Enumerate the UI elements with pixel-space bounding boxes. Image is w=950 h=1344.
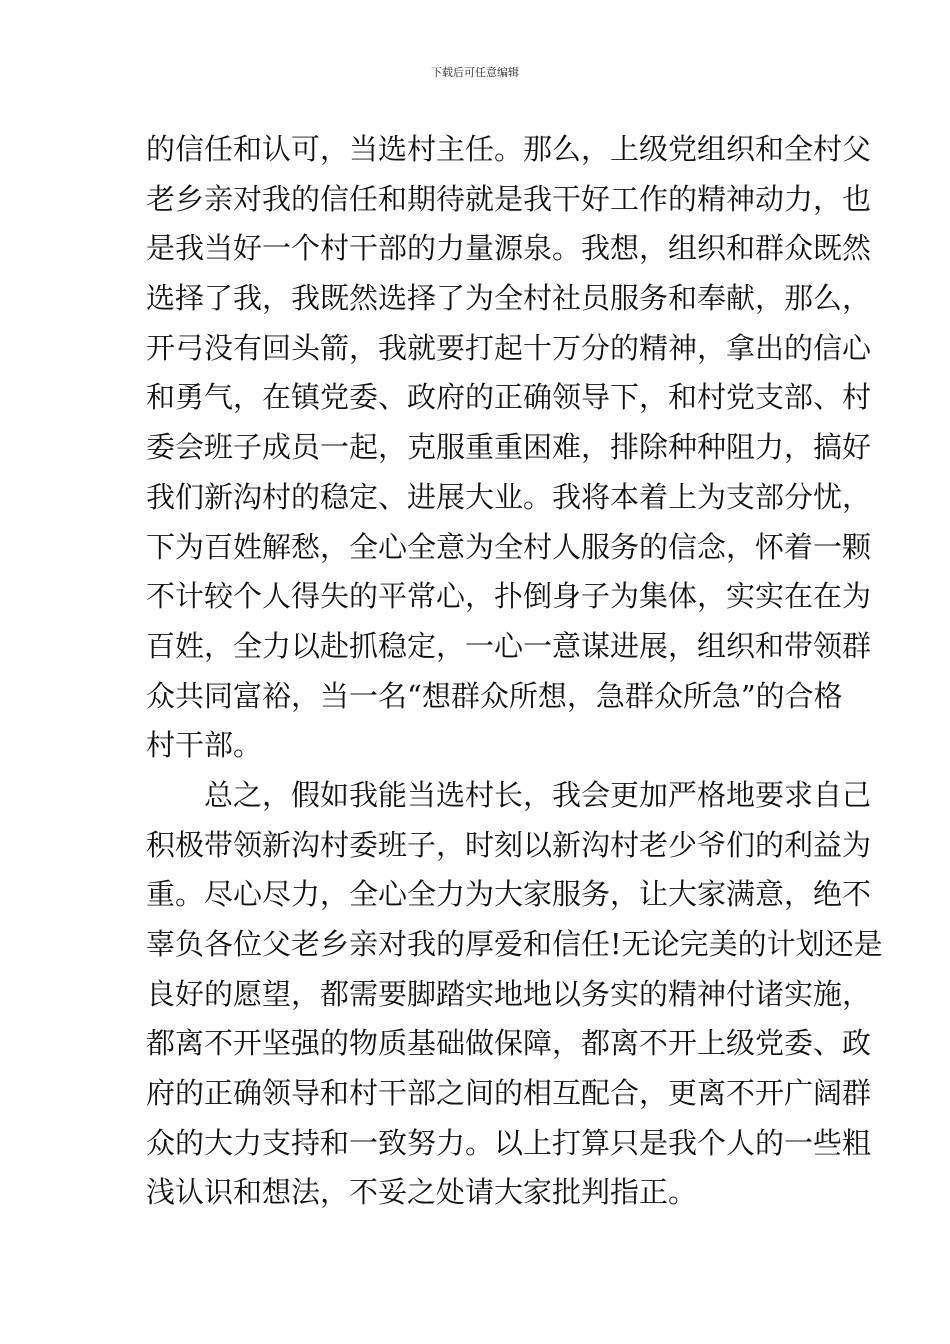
text-line: 是我当好一个村干部的力量源泉。我想，组织和群众既然	[146, 231, 872, 266]
text-line: 委会班子成员一起，克服重重困难，排除种种阻力，搞好	[146, 430, 872, 465]
text-line: 辜负各位父老乡亲对我的厚爱和信任!无论完美的计划还是	[146, 927, 883, 961]
text-line: 都离不开坚强的物质基础做保障，都离不开上级党委、政	[146, 1026, 872, 1061]
page-header: 下载后可任意编辑	[431, 66, 519, 79]
paragraph-2	[146, 771, 883, 1218]
text-line: 众共同富裕，当一名“想群众所想，急群众所急”的合格	[146, 678, 843, 713]
text-line: 众的大力支持和一致努力。以上打算只是我个人的一些粗	[146, 1125, 872, 1160]
text-line: 不计较个人得失的平常心，扑倒身子为集体，实实在在为	[146, 579, 872, 614]
text-line: 开弓没有回头箭，我就要打起十万分的精神，拿出的信心	[146, 330, 872, 365]
text-line: 积极带领新沟村委班子，时刻以新沟村老少爷们的利益为	[146, 827, 872, 862]
text-line: 府的正确领导和村干部之间的相互配合，更离不开广阔群	[146, 1076, 872, 1111]
text-line: 良好的愿望，都需要脚踏实地地以务实的精神付诸实施，	[146, 976, 872, 1011]
text-line: 我们新沟村的稳定、进展大业。我将本着上为支部分忧，	[146, 479, 872, 514]
text-line: 总之，假如我能当选村长，我会更加严格地要求自己	[204, 777, 872, 812]
text-line: 和勇气，在镇党委、政府的正确领导下，和村党支部、村	[146, 380, 872, 415]
text-line: 浅认识和想法，不妥之处请大家批判指正。	[146, 1175, 698, 1210]
document-body	[146, 125, 883, 1218]
text-line: 下为百姓解愁，全心全意为全村人服务的信念，怀着一颗	[146, 529, 872, 564]
text-line: 选择了我，我既然选择了为全村社员服务和奉献，那么，	[146, 281, 872, 316]
text-line: 村干部。	[146, 728, 263, 763]
text-line: 重。尽心尽力，全心全力为大家服务，让大家满意，绝不	[146, 877, 872, 912]
text-line: 百姓，全力以赴抓稳定，一心一意谋进展，组织和带领群	[146, 628, 872, 663]
text-line: 的信任和认可，当选村主任。那么，上级党组织和全村父	[146, 132, 872, 166]
text-line: 老乡亲对我的信任和期待就是我干好工作的精神动力，也	[146, 181, 872, 216]
paragraph-1	[146, 125, 872, 771]
